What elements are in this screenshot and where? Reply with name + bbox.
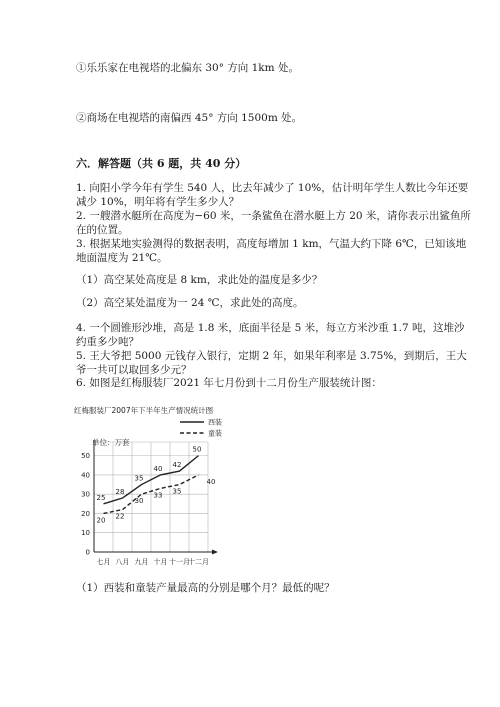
- chart-title: 红梅服装厂2007年下半年生产情况统计图: [74, 406, 214, 415]
- data-label: 22: [115, 512, 125, 521]
- y-tick-label: 40: [81, 471, 90, 480]
- problem-2: 2. 一艘潜水艇所在高度为−60 米，一条鲨鱼在潜水艇上方 20 米，请你表示出鲨鱼所在的位置。: [76, 210, 471, 236]
- item-q1: ①乐乐家在电视塔的北偏东 30° 方向 1km 处。: [76, 62, 299, 74]
- problem-3-part-2: （2）高空某处温度为一 24 ℃，求此处的高度。: [76, 297, 304, 309]
- data-label: 35: [172, 487, 182, 496]
- y-tick-label: 10: [81, 529, 90, 538]
- problem-1: 1. 向阳小学今年有学生 540 人，比去年减少了 10%，估计明年学生人数比今年还要减少 10%，明年将有学生多少人？: [76, 182, 469, 208]
- x-tick-label: 八月: [115, 558, 130, 566]
- data-label: 25: [96, 493, 106, 502]
- section-title: 六．解答题（共 6 题，共 40 分）: [76, 157, 247, 170]
- x-tick-label: 十月: [153, 558, 168, 566]
- chart-unit-label: 单位：万套: [92, 438, 130, 447]
- x-tick-label: 七月: [96, 558, 111, 566]
- data-label: 35: [134, 474, 144, 483]
- y-tick-label: 50: [81, 452, 90, 461]
- legend-label: 童装: [208, 429, 222, 438]
- data-label: 30: [134, 497, 144, 506]
- problem-6-part-1: （1）西装和童装产量最高的分别是哪个月？最低的呢？: [76, 582, 335, 594]
- x-tick-label: 九月: [134, 558, 149, 566]
- item-q2: ②商场在电视塔的南偏西 45° 方向 1500m 处。: [76, 112, 303, 124]
- production-chart: [68, 402, 268, 572]
- data-label: 42: [172, 461, 182, 470]
- x-tick-label: 十一月: [169, 558, 190, 566]
- problem-3: 3. 根据某地实验测得的数据表明，高度每增加 1 km，气温大约下降 6℃，已知该地地面温度为 21℃。: [76, 238, 467, 264]
- problem-6: 6. 如图是红梅服装厂2021 年七月份到十二月份生产服装统计图：: [76, 377, 382, 389]
- y-tick-label: 30: [81, 490, 90, 499]
- problem-4: 4. 一个圆锥形沙堆，高是 1.8 米，底面半径是 5 米，每立方米沙重 1.7 吨，这堆沙约重多少吨？: [76, 322, 465, 348]
- data-label: 40: [153, 464, 163, 473]
- data-label: 40: [206, 477, 216, 486]
- y-tick-label: 20: [81, 509, 90, 518]
- legend-label: 西装: [208, 418, 222, 427]
- data-label: 20: [96, 516, 106, 525]
- x-tick-label: 十二月: [188, 558, 209, 566]
- problem-5: 5. 王大爷把 5000 元钱存入银行，定期 2 年，如果年利率是 3.75%，到期后，王大爷一共可以取回多少元？: [76, 350, 467, 376]
- problem-3-part-1: （1）高空某处高度是 8 km，求此处的温度是多少？: [76, 274, 323, 286]
- y-tick-label: 0: [85, 548, 90, 557]
- x-axis-arrow: [212, 550, 218, 555]
- data-label: 28: [115, 488, 125, 497]
- data-label: 50: [192, 445, 202, 454]
- data-label: 33: [153, 491, 163, 500]
